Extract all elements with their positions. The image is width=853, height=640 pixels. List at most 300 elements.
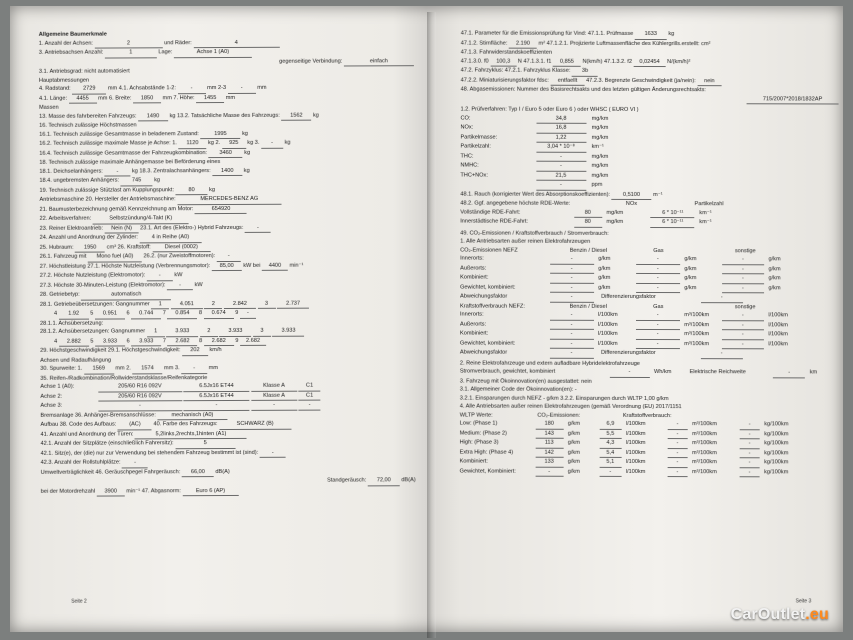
fd-no-8: 8 xyxy=(199,337,203,344)
value-interconnection: einfach xyxy=(344,57,414,67)
fc-nedc-head-other: sonstige xyxy=(734,303,756,310)
unit-wltp-high-other: kg/100km xyxy=(764,440,789,447)
label-downscaling-factor: 47.2.2. Miniaturisierungsfaktor fdsc: xyxy=(460,77,549,84)
unit-wltp-medium-fc: l/100km xyxy=(625,430,646,437)
value-co2-nedc-verification: - xyxy=(701,293,743,303)
unit-co2-nedc-extraurban-other: g/km xyxy=(768,265,781,272)
value-seats: 5 xyxy=(175,439,235,449)
rim-axle-3: - xyxy=(183,401,249,411)
track-unit-3: mm xyxy=(208,365,219,372)
value-width: 1850 xyxy=(133,94,161,104)
unit-grille-area: cm² xyxy=(701,40,711,47)
value-speed-capped: nein xyxy=(697,77,721,87)
fd-no-4: 4 xyxy=(54,338,58,345)
label-wltp-extra-high: Extra High: (Phase 4) xyxy=(459,449,514,456)
value-wltp-extra-high-fc: 5,4 xyxy=(599,448,621,458)
unit-wltp-weighted-co2: g/km xyxy=(567,468,580,475)
unit-co2-nedc-extraurban-petrol: g/km xyxy=(598,265,611,272)
unit-wltp-combined-other: kg/100km xyxy=(764,459,789,466)
label-frontal-area: 47.1.2. Stirnfläche: xyxy=(460,40,508,47)
label-ev-range: Elektrische Reichweite xyxy=(689,369,746,376)
label-mass-running-order: 13. Masse des fahrbereiten Fahrzeugs: xyxy=(39,112,137,120)
value-working-principle: Selbstzündung/4-Takt (K) xyxy=(93,214,189,224)
value-co2-nedc-urban-other: - xyxy=(722,255,764,265)
unit-rde-urban-nox: mg/km xyxy=(606,218,624,225)
value-driven-axles: 1 xyxy=(105,48,157,58)
label-at-rpm: bei xyxy=(252,262,261,269)
unit-coupling-load: kg xyxy=(209,186,216,193)
value-gvw: 1995 xyxy=(200,129,240,139)
label-wltp-high: High: (Phase 3) xyxy=(459,439,499,446)
track-no-3: 3. xyxy=(174,365,180,372)
label-wind-test-params: 47.1. Parameter für die Emissionsprüfung für Vind: xyxy=(460,30,587,37)
value-engine-type: 654920 xyxy=(195,204,247,214)
value-axle-spacing-23: - xyxy=(228,84,256,94)
unit-unbraked-trailer: kg xyxy=(154,177,161,184)
label-fc-nedc-verification: Differenzierungsfaktor xyxy=(601,349,656,357)
gear-ratio-9: - xyxy=(240,309,256,319)
gear-no-9: 9 xyxy=(235,309,239,316)
line-road-load-heading: 47.1.3. Fahrwiderstandskoeffizienten xyxy=(460,49,553,56)
value-centre-axle-trailer: 1400 xyxy=(212,166,242,176)
unit-fc-nedc-urban-gas: m³/100km xyxy=(684,312,710,319)
unit-particle-number: km⁻¹ xyxy=(591,143,604,150)
unit-wltp-low-other: kg/100km xyxy=(764,421,789,428)
value-wltp-medium-fc: 5,5 xyxy=(599,429,621,439)
label-seats: 42.1. Anzahl der Sitzplätze (einschließlich Fahrersitz): xyxy=(40,440,174,447)
line-axles-suspension-heading: Achsen und Radaufhängung xyxy=(40,357,112,364)
label-fuel: 26. Kraftstoff: xyxy=(117,243,151,250)
label-axle-count: 1. Anzahl der Achsen: xyxy=(38,40,93,47)
value-wltp-extra-high-other: - xyxy=(740,449,760,459)
co2-nedc-head-gas: Gas xyxy=(653,247,664,254)
label-axle-loads: 16.2. Technisch zulässige maximale Masse je Achse: xyxy=(39,140,171,147)
value-co2-nedc-combined-other: - xyxy=(722,274,764,284)
label-particulate-mass: Partikelmasse: xyxy=(460,134,498,141)
eco-innovation-savings-line: 3.2.1. Einsparungen durch NEFZ - g/km 3.2.2. Einsparungen durch WLTP 1,00 g/km xyxy=(459,395,669,402)
label-gear-ratios: 28.1. Getriebeübersetzungen: Gangnummer xyxy=(39,300,150,308)
value-top-speed: 202 xyxy=(182,346,208,356)
value-f1: 0,855 xyxy=(553,57,581,67)
tyre-size-axle-3: - xyxy=(98,401,182,411)
value-unbraked-trailer: 745 xyxy=(121,176,153,186)
value-act-number: 715/2007*2018/1832AP xyxy=(747,95,839,105)
tyre-category-axle-1: C1 xyxy=(299,382,321,392)
gear-no-3: 3 xyxy=(258,299,276,309)
unit-drawbar-trailer: kg xyxy=(131,167,138,174)
unit-thc: mg/km xyxy=(591,153,609,160)
fd-no-1: 1 xyxy=(147,327,165,337)
unit-fc-nedc-weighted-other: l/100km xyxy=(768,340,788,347)
unit-wltp-medium-other: kg/100km xyxy=(764,430,789,437)
label-interconnection: gegenseitige Verbindung: xyxy=(279,57,343,65)
value-colour: SCHWARZ (B) xyxy=(219,420,291,430)
label-axle-spacing-23: 2-3 xyxy=(217,85,227,92)
unit-wltp-low-gas: m³/100km xyxy=(692,421,717,428)
unit-nox: mg/km xyxy=(591,124,609,131)
label-co2-nedc-weighted: Gewichtet, kombiniert: xyxy=(460,284,516,291)
value-actual-mass: 1562 xyxy=(281,111,311,121)
unit-co2-nedc-combined-gas: g/km xyxy=(684,275,697,282)
unit-wltp-high-gas: m³/100km xyxy=(692,440,717,447)
unit-fc-nedc-weighted-gas: m³/100km xyxy=(684,340,710,347)
label-track-width: 30. Spurweite: xyxy=(40,365,76,372)
label-test-mass: 47.1.1. Prüfmasse xyxy=(587,30,634,37)
value-co2-nedc-weighted-gas: - xyxy=(636,283,680,293)
value-wheelbase: 2729 xyxy=(72,85,106,95)
unit-engine-speed: min⁻¹ xyxy=(126,487,141,494)
value-co2-nedc-extraurban-gas: - xyxy=(636,264,680,274)
value-particulate-mass: 1,22 xyxy=(536,133,586,143)
label-fc-nedc-urban: Innerorts: xyxy=(460,311,484,318)
unit-rde-complete-nox: mg/km xyxy=(606,209,624,216)
label-driven-axles-pos: Lage: xyxy=(158,49,173,56)
rde-row-urban xyxy=(460,218,838,228)
label-wheelbase: 4. Radstand: xyxy=(38,85,71,92)
label-f0: 47.1.3.0. f0 xyxy=(460,58,489,65)
label-height: 7. Höhe: xyxy=(173,94,195,101)
gear-ratio-3: 2.737 xyxy=(277,299,309,309)
unit-wltp-weighted-fc: l/100km xyxy=(625,468,646,475)
fd-ratio-5: 3.933 xyxy=(95,337,125,347)
value-fuel: Diesel (0002) xyxy=(152,243,210,253)
unit-axle-load-1: kg xyxy=(208,140,214,147)
value-doors: 5,2links,2rechts,1hinten (A1) xyxy=(135,429,247,439)
fc-nedc-head-petrol: Benzin / Diesel xyxy=(569,303,607,310)
unit-co2-nedc-weighted-gas: g/km xyxy=(684,284,697,291)
unit-frontal-area: m² xyxy=(538,40,546,47)
value-wltp-medium-gas: - xyxy=(667,430,687,440)
ev-section-title: 2. Reine Elektrofahrzeuge und extern aufladbare Hybridelektrofahrzeuge xyxy=(459,360,640,367)
line-automation: 3.1. Antriebsgrad: nicht automatisiert xyxy=(38,68,130,75)
line-engine-speed-emission-standard xyxy=(41,486,416,497)
watermark-brand: CarOutlet xyxy=(730,606,806,623)
label-axle-loads-2: 2. xyxy=(215,140,221,147)
value-co2-nedc-extraurban-other: - xyxy=(722,265,764,275)
value-wltp-high-gas: - xyxy=(667,439,687,449)
unit-wltp-combined-gas: m³/100km xyxy=(691,459,717,466)
value-wltp-low-other: - xyxy=(740,420,760,430)
label-engine-speed: bei der Motordrehzahl xyxy=(40,488,96,495)
unit-co2-nedc-urban-other: g/km xyxy=(768,256,781,263)
label-hybrid-type: 23.1. Art des (Elektro-) Hybrid Fahrzeugs: xyxy=(140,224,244,231)
emissions-table xyxy=(460,114,838,191)
eco-innovation-line: 3. Fahrzeug mit Ökoinnovation(en) ausgestattet: nein xyxy=(459,378,592,385)
label-wheelchair-places: 42.3. Anzahl der Rollstuhlplätze: xyxy=(40,459,121,466)
unit-wltp-extra-high-other: kg/100km xyxy=(764,449,789,456)
unit-axle-spacing-12: mm xyxy=(207,85,217,92)
label-rde-complete: Vollständige RDE-Fahrt: xyxy=(460,209,521,216)
unit-actual-mass: kg xyxy=(312,112,319,119)
label-final-drive-ratios: 28.1.2. Achsübersetzungen: Gangnummer xyxy=(40,328,146,335)
label-rde-title: 48.2. Ggf. angegebene höchste RDE-Werte: xyxy=(460,200,571,207)
unit-fc-nedc-extraurban-other: l/100km xyxy=(768,321,788,328)
gear-no-2: 2 xyxy=(204,300,222,310)
value-wltp-combined-gas: - xyxy=(667,458,687,468)
value-thc-nox: 21,5 xyxy=(536,171,586,181)
value-emission-standard: Euro 6 (AP) xyxy=(182,486,238,496)
fd-ratio-8: 2.682 xyxy=(204,336,234,346)
label-fc-nedc-weighted: Gewichtet, kombiniert: xyxy=(459,340,516,347)
value-mass-running-order: 1490 xyxy=(138,112,168,122)
value-standing-seats: - xyxy=(260,448,286,458)
label-top-speed-heading: 29. Höchstgeschwindigkeit xyxy=(40,347,107,354)
value-f0: 100,3 xyxy=(490,57,516,67)
document-paper xyxy=(10,6,843,632)
value-wltp-weighted-co2: - xyxy=(535,467,563,477)
label-fc-nedc-combined: Kombiniert: xyxy=(459,330,489,337)
gear-ratio-2: 2.842 xyxy=(224,299,256,309)
label-gvw: 16.1. Technisch zulässige Gesamtmasse in beladenem Zustand: xyxy=(39,130,199,138)
label-axle-loads-1: 1. xyxy=(172,140,177,147)
co2-nedc-head-other: sonstige xyxy=(734,247,756,254)
value-test-mass: 1633 xyxy=(635,30,667,40)
unit-ammonia: ppm xyxy=(591,181,603,188)
value-engine-speed: 3900 xyxy=(97,487,125,497)
unit-gvw: kg xyxy=(242,130,248,137)
tyre-size-axle-1: 205/60 R16 092V xyxy=(98,382,182,392)
gear-no-1: 1 xyxy=(151,300,169,310)
unit-fc-nedc-weighted-petrol: l/100km xyxy=(598,340,618,347)
line-tyres-heading: 35. Reifen-/Radkombination/Rollwiderstandsklasse/Reifenkategorie xyxy=(40,374,208,382)
unit-co2-nedc-urban-gas: g/km xyxy=(684,256,697,263)
value-axle-spacing-12: - xyxy=(178,84,206,94)
line-masses-heading: Massen xyxy=(39,104,59,111)
label-tyre-axle-3: Achse 3: xyxy=(40,402,63,409)
label-nmhc: NMHC: xyxy=(460,162,479,169)
value-f2: 0,02454 xyxy=(634,57,666,67)
label-electric-power: 27.2. Höchste Nutzleistung (Elektromotor): xyxy=(39,272,146,279)
fd-ratio-4: 2.882 xyxy=(59,337,89,347)
label-co2-nedc-verification: Differenzierungsfaktor xyxy=(601,293,656,301)
gear-ratio-4: 1.92 xyxy=(59,310,89,320)
label-wltp-combined: Kombiniert: xyxy=(459,458,488,465)
value-wheelchair-places: - xyxy=(122,458,148,468)
eco-innovation-code-line: 3.1. Allgemeiner Code der Ökoinnovation(en): - xyxy=(459,386,577,393)
unit-wltp-low-co2: g/km xyxy=(567,420,580,427)
value-drawbar-trailer: - xyxy=(104,167,130,177)
label-thc: THC: xyxy=(460,153,474,160)
page-right-footer: Seite 3 xyxy=(795,598,812,605)
gear-no-6: 6 xyxy=(126,310,130,317)
label-axle-spacing-12: 4.1. Achsabstände 1-2: xyxy=(118,85,176,92)
gear-no-7: 7 xyxy=(162,310,166,317)
label-gearbox: 28. Getriebetyp: xyxy=(39,291,80,298)
unit-width: mm xyxy=(162,94,172,101)
value-fc-nedc-combined-petrol: - xyxy=(550,330,594,340)
label-tyre-axle-2: Achse 2: xyxy=(40,393,63,400)
fd-no-6: 6 xyxy=(126,337,130,344)
unit-height: mm xyxy=(225,94,236,101)
unit-ev-consumption: Wh/km xyxy=(653,369,672,376)
page-left xyxy=(39,29,417,609)
value-wltp-medium-co2: 143 xyxy=(535,429,563,439)
value-co: 34,8 xyxy=(536,114,586,124)
value-ammonia: - xyxy=(536,181,586,191)
gear-no-5: 5 xyxy=(90,310,94,317)
unit-wltp-high-fc: l/100km xyxy=(625,439,646,446)
label-axle-loads-3: 3. xyxy=(254,139,260,146)
fc-nedc-head-label: Kraftstoffverbrauch NEFZ: xyxy=(460,303,525,310)
value-fc-nedc-weighted-gas: - xyxy=(636,339,680,349)
value-displacement: 1950 xyxy=(75,243,105,253)
label-length: 4.1. Länge: xyxy=(39,95,68,102)
gear-ratio-1: 4.051 xyxy=(171,300,203,310)
label-engine-manufacturer: 20. Hersteller der Antriebsmaschine: xyxy=(85,196,176,203)
track-value-2: 1574 xyxy=(132,364,162,374)
value-rde-complete-pn: 6 * 10⁻¹¹ xyxy=(651,209,695,219)
wltp-row-weighted-combined xyxy=(460,467,838,477)
label-exhaust-emissions: 48. Abgasemissionen: xyxy=(460,86,516,93)
unit-fc-nedc-combined-other: l/100km xyxy=(768,331,788,338)
rde-col-particle-number: Partikelzahl xyxy=(694,201,724,208)
value-stationary-noise: 72,00 xyxy=(368,476,400,486)
unit-wltp-low-fc: l/100km xyxy=(625,420,646,427)
unit-fc-nedc-urban-petrol: l/100km xyxy=(598,311,618,318)
fd-no-7: 7 xyxy=(162,337,166,344)
rim-axle-1: 6.5Jx16 ET44 xyxy=(183,382,249,392)
line-main-dimensions: Hauptabmessungen xyxy=(38,77,90,84)
value-downscaling-factor: entfaellt xyxy=(550,76,584,86)
unit-drive-by-noise: dB(A) xyxy=(215,468,230,475)
gear-ratio-6: 0.744 xyxy=(131,309,161,319)
unit-wltp-extra-high-fc: l/100km xyxy=(625,449,646,456)
value-wltp-extra-high-gas: - xyxy=(667,449,687,459)
value-smoke: 0,5100 xyxy=(612,190,652,200)
value-fc-nedc-deviation: - xyxy=(549,349,593,359)
unit-power-rpm: min⁻¹ xyxy=(289,262,304,269)
unit-fc-nedc-combined-petrol: l/100km xyxy=(598,330,618,337)
tyre-category-axle-2: C1 xyxy=(299,391,321,401)
unit-axle-load-2: kg xyxy=(247,139,254,146)
unit-wltp-medium-co2: g/km xyxy=(567,430,580,437)
fc-nedc-head-gas: Gas xyxy=(653,303,664,310)
label-wheels: und Räder: xyxy=(164,39,192,46)
label-co2-nedc-combined: Kombiniert: xyxy=(460,274,489,281)
unit-ev-range: km xyxy=(809,369,818,376)
value-wltp-low-fc: 6,9 xyxy=(599,420,621,430)
value-fc-nedc-extraurban-other: - xyxy=(722,321,764,331)
value-driven-axles-pos: Achse 1 (A0) xyxy=(174,48,252,58)
unit-test-mass: kg xyxy=(668,31,675,38)
label-wltp-medium: Medium: (Phase 2) xyxy=(459,430,507,437)
value-ev-consumption: - xyxy=(609,368,649,378)
label-pure-electric: 23. Reiner Elektroantrieb: xyxy=(39,225,104,232)
unit-f0: N xyxy=(517,58,522,65)
value-test-cycle-class: 3b xyxy=(572,67,598,77)
gear-no-8: 8 xyxy=(198,310,203,317)
rr-class-axle-2: Klasse A xyxy=(251,391,297,401)
unit-centre-axle-trailer: kg xyxy=(243,167,250,174)
emissions-test-method-title: 1.2. Prüfverfahren: Typ I / Euro 5 oder Euro 6 ) oder WHSC ( EURO VI ) xyxy=(460,106,639,113)
label-particle-number: Partikelzahl: xyxy=(460,143,491,150)
label-driven-axles: 3. Antriebsachsen Anzahl: xyxy=(38,49,104,56)
unit-top-speed: km/h xyxy=(209,347,222,354)
track-no-1: 1. xyxy=(77,365,83,372)
label-working-principle: 22. Arbeitsverfahren: xyxy=(39,215,92,222)
line-max-masses-heading: 16. Technisch zulässige Höchstmassen xyxy=(39,122,137,129)
label-30min-power: 27.3. Höchste 30-Minuten-Leistung (Elektromotor): xyxy=(39,281,166,289)
fd-no-5: 5 xyxy=(90,338,94,345)
gear-ratio-5: 0.951 xyxy=(95,309,125,319)
unit-co: mg/km xyxy=(591,115,609,122)
value-fc-nedc-weighted-other: - xyxy=(722,340,764,350)
track-value-1: 1569 xyxy=(84,364,114,374)
tyre-category-axle-3: - xyxy=(299,401,321,411)
wltp-head-fc: Kraftstoffverbrauch: xyxy=(622,412,672,419)
label-actual-mass: 13.2. Tatsächliche Masse des Fahrzeugs: xyxy=(177,112,280,119)
label-drive-by-noise: Fahrgeräusch: xyxy=(144,468,181,475)
unit-particulate-mass: mg/km xyxy=(591,134,609,141)
value-axle-count: 2 xyxy=(94,39,162,49)
label-test-cycle: 47.2. Fahrzyklus: xyxy=(460,67,504,74)
fd-no-3: 3 xyxy=(253,327,271,337)
value-max-power: 85,00 xyxy=(212,261,242,271)
value-rde-urban-pn: 6 * 10⁻¹¹ xyxy=(651,218,695,228)
value-30min-power: - xyxy=(167,281,193,291)
value-height: 1455 xyxy=(196,94,224,104)
label-coupling-load: 19. Technisch zulässige Stützlast am Kupplungspunkt: xyxy=(39,186,174,194)
unit-thc-nox: mg/km xyxy=(591,172,609,179)
wltp-section-title: 4. Alle Antriebsarten außer reinen Elektrofahrzeugen (gemäß Verordnung (EU) 2017/1151 xyxy=(459,403,682,411)
value-rde-urban-nox: 80 xyxy=(574,218,602,228)
label-environment-heading: Umweltverträglichkeit xyxy=(40,469,94,476)
label-brakes-heading: Bremsanlage xyxy=(40,412,74,419)
label-fc-nedc-extraurban: Außerorts: xyxy=(459,321,487,328)
track-value-3: - xyxy=(181,364,207,374)
unit-wltp-medium-gas: m³/100km xyxy=(692,430,717,437)
value-dual-fuel: - xyxy=(217,252,241,262)
value-hybrid-type: - xyxy=(245,223,271,233)
value-frontal-area: 2.190 xyxy=(509,39,537,49)
unit-co2-nedc-extraurban-gas: g/km xyxy=(684,265,697,272)
unit-fc-nedc-urban-other: l/100km xyxy=(768,312,788,319)
wltp-head-co2: CO₂-Emissionen: xyxy=(537,412,581,419)
value-pure-electric: Nein (N) xyxy=(105,224,139,234)
value-fuel-mode: Mono fuel (A0) xyxy=(88,252,142,262)
page-left-footer: Seite 2 xyxy=(71,599,87,606)
label-noise-heading: 46. Geräuschpegel xyxy=(95,468,143,476)
label-fc-nedc-deviation: Abweichungsfaktor xyxy=(459,349,508,356)
label-combination-mass: 16.4. Technisch zulässige Gesamtmasse der Fahrzeugkombination: xyxy=(39,149,208,157)
label-width: 6. Breite: xyxy=(109,94,132,102)
label-co: CO: xyxy=(460,115,471,122)
unit-fc-nedc-extraurban-petrol: l/100km xyxy=(598,321,618,328)
unit-displacement: cm³ xyxy=(106,243,117,251)
unit-nmhc: mg/km xyxy=(591,162,609,169)
fd-ratio-9: 2.682 xyxy=(240,336,266,346)
label-base-act: Nummer des Basisrechtsakts und des letzten gültigen Änderungsrechtsakts: xyxy=(516,86,706,94)
track-unit-1: mm xyxy=(115,365,125,372)
label-max-power: 27. Höchstleistung 27.1. Höchste Nutzleistung (Verbrennungsmotor): xyxy=(39,262,211,270)
value-body-code: (AC) xyxy=(118,420,152,430)
fd-no-9: 9 xyxy=(235,337,239,344)
value-co2-nedc-combined-gas: - xyxy=(636,274,680,284)
unit-wheelbase: mm xyxy=(107,85,118,92)
label-engine-type: 21. Baumusterbezeichnung gemäß Kennzeichnung am Motor: xyxy=(39,205,194,213)
label-thc-nox: THC+NOx: xyxy=(460,172,488,179)
label-drawbar-trailer: 18.1. Deichselanhängers: xyxy=(39,168,103,175)
unit-wltp-weighted-other: kg/100km xyxy=(764,468,789,475)
value-trailer-brake-connection: mechanisch (A0) xyxy=(157,411,227,421)
unit-wltp-extra-high-gas: m³/100km xyxy=(692,449,717,456)
value-wltp-medium-other: - xyxy=(740,430,760,440)
value-co2-nedc-urban-gas: - xyxy=(636,255,680,265)
label-f2: 47.1.3.2. f2 xyxy=(603,58,632,65)
fd-ratio-1: 3.933 xyxy=(166,327,198,337)
value-wltp-weighted-other: - xyxy=(740,468,760,478)
value-fc-nedc-combined-other: - xyxy=(722,330,764,340)
